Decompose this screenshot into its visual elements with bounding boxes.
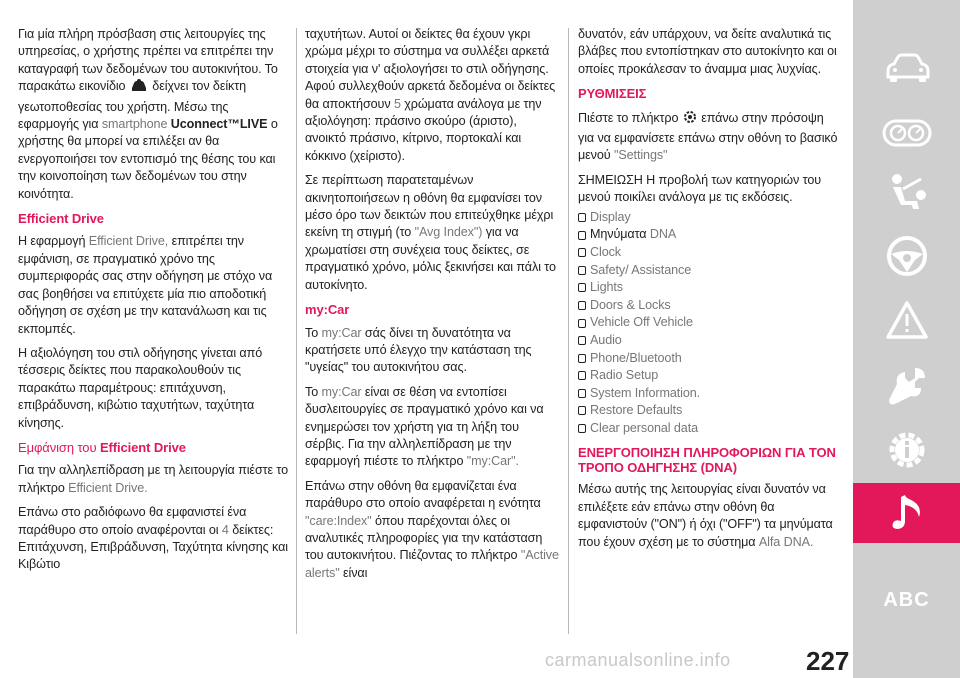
sidebar-item-driving[interactable] xyxy=(853,226,960,286)
text: επάνω στην πρόσοψη για να εμφανίσετε επάνω στην οθόνη το βασικό μενού xyxy=(578,110,838,163)
text: 4 xyxy=(221,522,229,537)
warning-triangle-icon xyxy=(885,300,929,340)
music-note-icon xyxy=(887,491,927,535)
column-divider-2 xyxy=(568,28,569,634)
paragraph xyxy=(578,109,840,165)
text: Μέσω αυτής της λειτουργίας είναι δυνατόν να επιλέξετε εάν επάνω στην οθόνη θα εμφανιστούν ("ON") ή όχι ("OFF") τα μηνύματα που έχουν σχέση με το σύστημα xyxy=(578,482,833,549)
sidebar-item-maintenance[interactable] xyxy=(853,356,960,416)
list-item xyxy=(578,367,840,385)
sidebar-item-technical[interactable] xyxy=(853,420,960,480)
text: χρώματα ανάλογα με την αξιολόγηση: πράσινο σκούρο (άριστο), ανοικτό πράσινο, κίτρινο, πορτοκαλί και κόκκινο (χείριστο). xyxy=(305,96,542,163)
paragraph xyxy=(305,325,561,377)
text: Phone/Bluetooth xyxy=(590,350,682,365)
text: Display xyxy=(590,209,631,224)
list-item xyxy=(578,349,840,367)
text: Επάνω στην οθόνη θα εμφανίζεται ένα παράθυρο στο οποίο αναφέρεται η ενότητα xyxy=(305,478,541,511)
text: Safety/ Assistance xyxy=(590,262,692,277)
text: my:Car xyxy=(321,325,362,340)
text: Doors & Locks xyxy=(590,297,671,312)
checkbox-bullet-icon xyxy=(578,336,586,345)
text: Το xyxy=(305,384,319,399)
checkbox-bullet-icon xyxy=(578,266,586,275)
text: επιτρέπει την εμφάνιση, σε πραγματικό χρόνο της συμπεριφοράς σας στην οδήγηση με στόχο να σας βοηθήσει να επιτύχετε μία πιο αποδοτική οδήγηση σε σχέση με την κατανάλωση και τις εκπομπές. xyxy=(18,234,273,336)
text: όπου παρέχονται όλες οι αναλυτικές πληροφορίες για την κατάσταση του αυτοκινήτου. Πιέζοντας το πλήκτρο xyxy=(305,513,543,563)
text: Restore Defaults xyxy=(590,403,683,418)
checkbox-bullet-icon xyxy=(578,354,586,363)
sidebar-item-dashboard[interactable] xyxy=(853,103,960,163)
text: Για μία πλήρη πρόσβαση στις λειτουργίες της υπηρεσίας, ο χρήστης πρέπει να επιτρέπει την καταγραφή των δεδομένων του αυτοκινήτου. Το παρακάτω εικονίδιο xyxy=(18,27,278,94)
paragraph xyxy=(18,462,288,497)
text: Efficient Drive. xyxy=(68,480,148,495)
text: "care:Index" xyxy=(305,513,372,528)
list-item xyxy=(578,420,840,438)
text: Πιέστε το πλήκτρο xyxy=(578,110,679,125)
text: Radio Setup xyxy=(590,368,659,383)
paragraph xyxy=(305,26,561,165)
section-heading: ΡΥΘΜΙΣΕΙΣ xyxy=(578,86,647,102)
text: Clock xyxy=(590,244,621,259)
watermark: carmanualsonline.info xyxy=(545,650,731,670)
sidebar-item-safety[interactable] xyxy=(853,163,960,223)
sidebar-item-multimedia[interactable] xyxy=(853,483,960,543)
paragraph: Η αξιολόγηση του στιλ οδήγησης γίνεται από τέσσερις δείκτες που παρακολουθούν τις παρακάτω παραμέτρους: επιτάχυνση, επιβράδυνση, κιβώτιο ταχυτήτων, ταχύτητα κίνησης. xyxy=(18,345,263,430)
car-icon xyxy=(884,53,930,83)
text: my:Car xyxy=(321,384,362,399)
paragraph xyxy=(305,478,561,582)
list-item xyxy=(578,261,840,279)
checkbox-bullet-icon xyxy=(578,283,586,292)
checkbox-bullet-icon xyxy=(578,371,586,380)
text: είναι σε θέση να εντοπίσει δυσλειτουργίες σε πραγματικό χρόνο και να ενημερώσει τον χρήστη για τη λήξη του σέρβις. Για την αλληλεπίδραση με την εφαρμογή πιέστε το πλήκτρο xyxy=(305,384,544,469)
text: Alfa DNA. xyxy=(758,534,814,549)
wrench-icon xyxy=(885,364,929,408)
text: Efficient Drive xyxy=(99,439,186,455)
text: Η εφαρμογή xyxy=(18,234,86,249)
text: Για την αλληλεπίδραση με τη λειτουργία πιέστε το πλήκτρο xyxy=(18,463,288,495)
paragraph xyxy=(18,504,288,574)
text: δείχνει τον δείκτη γεωτοποθεσίας του χρήστη. Μέσω της εφαρμογής για xyxy=(18,79,247,132)
dashboard-icon xyxy=(882,118,932,148)
text: δείκτες: Επιτάχυνση, Επιβράδυνση, Ταχύτητα κίνησης και Κιβώτιο xyxy=(18,522,288,572)
sidebar-item-index[interactable] xyxy=(853,570,960,630)
text: για να χρωματίσει στη συνέχεια τους δείκτες, σε πραγματικό χρόνο, μόλις ξεκινήσει και πάλι το αυτοκίνητο. xyxy=(305,225,556,292)
column-1 xyxy=(18,26,288,581)
list-item xyxy=(578,209,840,227)
checkbox-bullet-icon xyxy=(578,231,586,240)
text: Εμφάνιση του xyxy=(18,439,97,455)
checkbox-bullet-icon xyxy=(578,213,586,222)
paragraph: ΣΗΜΕΙΩΣΗ Η προβολή των κατηγοριών του μενού ποικίλει ανάλογα με τις εκδόσεις. xyxy=(578,172,822,205)
list-item xyxy=(578,244,840,262)
column-2 xyxy=(305,26,561,589)
paragraph xyxy=(18,26,288,203)
paragraph xyxy=(18,233,288,337)
list-item xyxy=(578,279,840,297)
settings-menu-list xyxy=(578,209,840,438)
car-location-icon xyxy=(129,79,149,98)
checkbox-bullet-icon xyxy=(578,319,586,328)
column-3 xyxy=(578,26,840,558)
index-label: ABC xyxy=(883,588,930,611)
settings-gear-icon xyxy=(682,109,698,130)
text: Efficient Drive, xyxy=(88,234,169,249)
list-item xyxy=(578,332,840,350)
checkbox-bullet-icon xyxy=(578,248,586,257)
text: ο χρήστης θα μπορεί να επιλέξει αν θα ενεργοποιήσει τον εντοπισμό της θέσης του και την κοινοποίηση των δεδομένων του στην κοινότητα. xyxy=(18,117,278,201)
steering-wheel-icon xyxy=(885,234,929,278)
chapter-sidebar xyxy=(853,0,960,678)
text: Μηνύματα xyxy=(590,227,647,242)
text: Clear personal data xyxy=(590,420,699,435)
list-item xyxy=(578,297,840,315)
brand-text: Uconnect™LIVE xyxy=(170,117,268,132)
text: ταχυτήτων. Αυτοί οι δείκτες θα έχουν γκρι χρώμα μέχρι το σύστημα να συλλέξει αρκετά στοιχεία για ν' αξιολογήσει το στιλ οδήγησης. Αφού συλλεχθούν αρκετά δεδομένα οι δείκτες θα αποκτήσουν xyxy=(305,27,556,111)
paragraph xyxy=(305,172,561,294)
text: "Settings" xyxy=(613,148,668,163)
section-heading: Efficient Drive xyxy=(18,211,104,227)
text: Επάνω στο ραδιόφωνο θα εμφανιστεί ένα παράθυρο στο οποίο αναφέρονται οι xyxy=(18,505,247,537)
sidebar-item-warnings[interactable] xyxy=(853,290,960,350)
text: Audio xyxy=(590,332,622,347)
text: DNA xyxy=(649,227,677,242)
paragraph xyxy=(305,384,561,471)
list-item xyxy=(578,402,840,420)
text: Vehicle Off Vehicle xyxy=(590,315,693,330)
text: "Avg Index") xyxy=(414,225,483,240)
text: System Information. xyxy=(590,385,701,400)
checkbox-bullet-icon xyxy=(578,301,586,310)
text: Το xyxy=(305,325,319,340)
checkbox-bullet-icon xyxy=(578,424,586,433)
text: "Active alerts" xyxy=(305,548,559,580)
paragraph xyxy=(578,481,840,551)
text: σάς δίνει τη δυνατότητα να κρατήσετε υπό έλεγχο την κατάσταση της "υγείας" του αυτοκινήτου σας. xyxy=(305,325,532,375)
list-item xyxy=(578,385,840,403)
section-heading xyxy=(18,439,288,456)
text: "my:Car". xyxy=(466,454,519,469)
text: είναι xyxy=(342,565,368,580)
column-divider-1 xyxy=(296,28,297,634)
paragraph: δυνατόν, εάν υπάρχουν, να δείτε αναλυτικά τις βλάβες που εντοπίστηκαν στο αυτοκίνητο και οι οποίες προκάλεσαν το άναμμα μιας λυχνίας. xyxy=(578,27,837,76)
page-number: 227 xyxy=(806,646,850,676)
checkbox-bullet-icon xyxy=(578,389,586,398)
section-heading: my:Car xyxy=(305,302,350,318)
text: 5 xyxy=(393,96,401,111)
info-gear-icon xyxy=(885,428,929,472)
list-item xyxy=(578,314,840,332)
text: Lights xyxy=(590,280,624,295)
seat-occupant-icon xyxy=(885,171,929,215)
list-item xyxy=(578,226,840,244)
section-heading: ΕΝΕΡΓΟΠΟΙΗΣΗ ΠΛΗΡΟΦΟΡΙΩΝ ΓΙΑ ΤΟΝ ΤΡΟΠΟ ΟΔΗΓΗΣΗΣ (DNA) xyxy=(578,445,836,476)
text: Σε περίπτωση παρατεταμένων ακινητοποιήσεων η οθόνη θα εμφανίσει τον μέσο όρο των δεικτών που επιτεύχθηκε μέχρι εκείνη τη στιγμή (το xyxy=(305,173,554,240)
text: smartphone xyxy=(101,117,168,132)
sidebar-item-car[interactable] xyxy=(853,38,960,98)
checkbox-bullet-icon xyxy=(578,406,586,415)
